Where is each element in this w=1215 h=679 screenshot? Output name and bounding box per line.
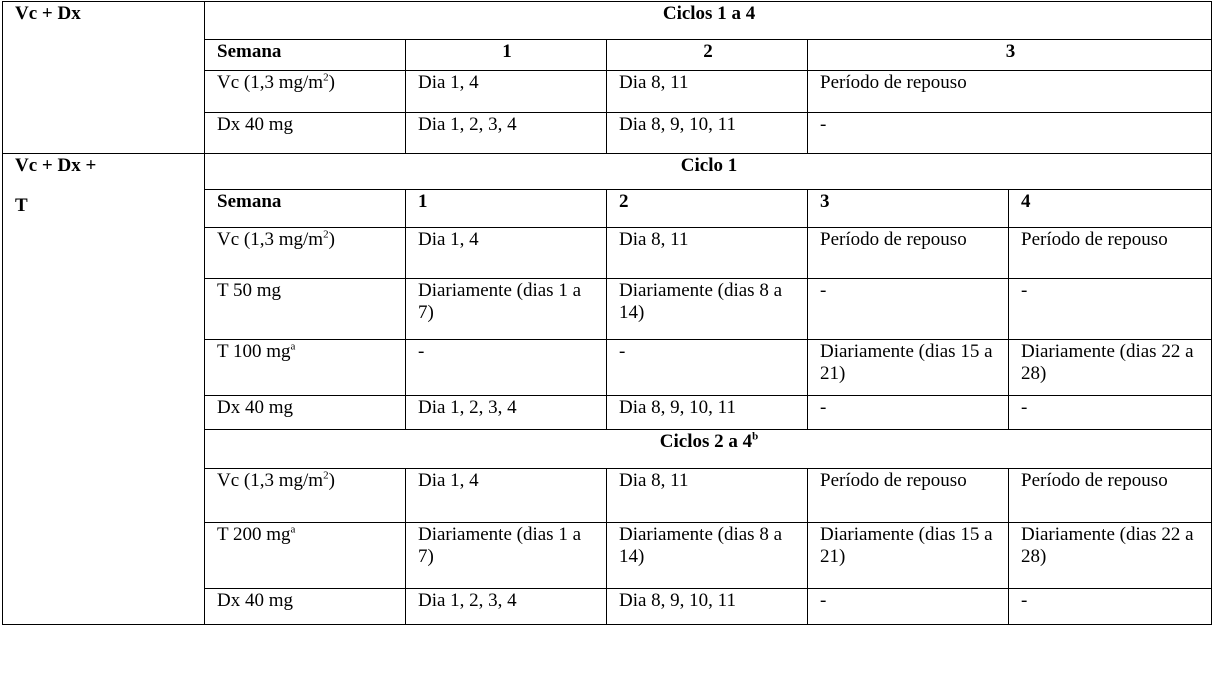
schedule-cell: Diariamente (dias 22 a 28) <box>1009 340 1212 396</box>
schedule-cell: Dia 1, 2, 3, 4 <box>406 396 607 430</box>
schedule-cell: Dia 8, 11 <box>607 469 808 523</box>
week-number: 3 <box>808 40 1212 71</box>
schedule-cell: Dia 1, 2, 3, 4 <box>406 589 607 625</box>
cycle-header: Ciclo 1 <box>205 154 1212 190</box>
dosing-schedule-table <box>2 1 1212 625</box>
schedule-cell: Período de repouso <box>1009 469 1212 523</box>
week-number: 2 <box>607 40 808 71</box>
drug-cell: Vc (1,3 $mg/m^2$) <box>205 469 406 523</box>
week-label: Semana <box>205 190 406 228</box>
schedule-cell: - <box>808 113 1212 154</box>
schedule-cell: Dia 8, 9, 10, 11 <box>607 396 808 430</box>
week-number: 3 <box>808 190 1009 228</box>
schedule-cell: Diariamente (dias 1 a 7) <box>406 279 607 340</box>
schedule-cell: Diariamente (dias 8 a 14) <box>607 279 808 340</box>
week-number: 1 <box>406 190 607 228</box>
drug-cell: T 100 $mg^a$ <box>205 340 406 396</box>
drug-cell: Dx 40 mg <box>205 113 406 154</box>
schedule-cell: Dia 1, 4 <box>406 71 607 113</box>
schedule-cell: Dia 8, 11 <box>607 228 808 279</box>
table-row <box>3 2 1212 40</box>
schedule-cell: - <box>1009 279 1212 340</box>
drug-cell: Dx 40 mg <box>205 396 406 430</box>
week-number: 2 <box>607 190 808 228</box>
schedule-cell: - <box>607 340 808 396</box>
drug-cell: T 200 $mg^a$ <box>205 523 406 589</box>
schedule-cell: Período de repouso <box>1009 228 1212 279</box>
drug-cell: Vc (1,3 $mg/m^2$) <box>205 228 406 279</box>
regimen-label: Vc + Dx <box>3 2 205 154</box>
schedule-cell: Diariamente (dias 15 a 21) <box>808 340 1009 396</box>
regimen-label: Vc + Dx + T <box>3 154 205 625</box>
schedule-cell: Dia 8, 9, 10, 11 <box>607 589 808 625</box>
cycle-header: Ciclos 1 a 4 <box>205 2 1212 40</box>
schedule-cell: Dia 1, 2, 3, 4 <box>406 113 607 154</box>
schedule-cell: - <box>808 279 1009 340</box>
schedule-cell: Dia 8, 9, 10, 11 <box>607 113 808 154</box>
week-number: 4 <box>1009 190 1212 228</box>
schedule-cell: Diariamente (dias 22 a 28) <box>1009 523 1212 589</box>
schedule-cell: Diariamente (dias 15 a 21) <box>808 523 1009 589</box>
schedule-cell: - <box>1009 589 1212 625</box>
schedule-cell: Dia 1, 4 <box>406 228 607 279</box>
cycle-header: Ciclos 2 a 4$^b$ <box>205 430 1212 469</box>
drug-cell: Dx 40 mg <box>205 589 406 625</box>
week-number: 1 <box>406 40 607 71</box>
drug-cell: Vc (1,3 $mg/m^2$) <box>205 71 406 113</box>
schedule-cell: Diariamente (dias 8 a 14) <box>607 523 808 589</box>
schedule-cell: Diariamente (dias 1 a 7) <box>406 523 607 589</box>
schedule-cell: Período de repouso <box>808 228 1009 279</box>
week-label: Semana <box>205 40 406 71</box>
schedule-cell: - <box>406 340 607 396</box>
schedule-cell: - <box>808 589 1009 625</box>
schedule-cell: - <box>808 396 1009 430</box>
schedule-cell: - <box>1009 396 1212 430</box>
drug-cell: T 50 mg <box>205 279 406 340</box>
schedule-cell: Dia 8, 11 <box>607 71 808 113</box>
schedule-cell: Período de repouso <box>808 469 1009 523</box>
table-row <box>3 154 1212 190</box>
schedule-cell: Período de repouso <box>808 71 1212 113</box>
schedule-cell: Dia 1, 4 <box>406 469 607 523</box>
